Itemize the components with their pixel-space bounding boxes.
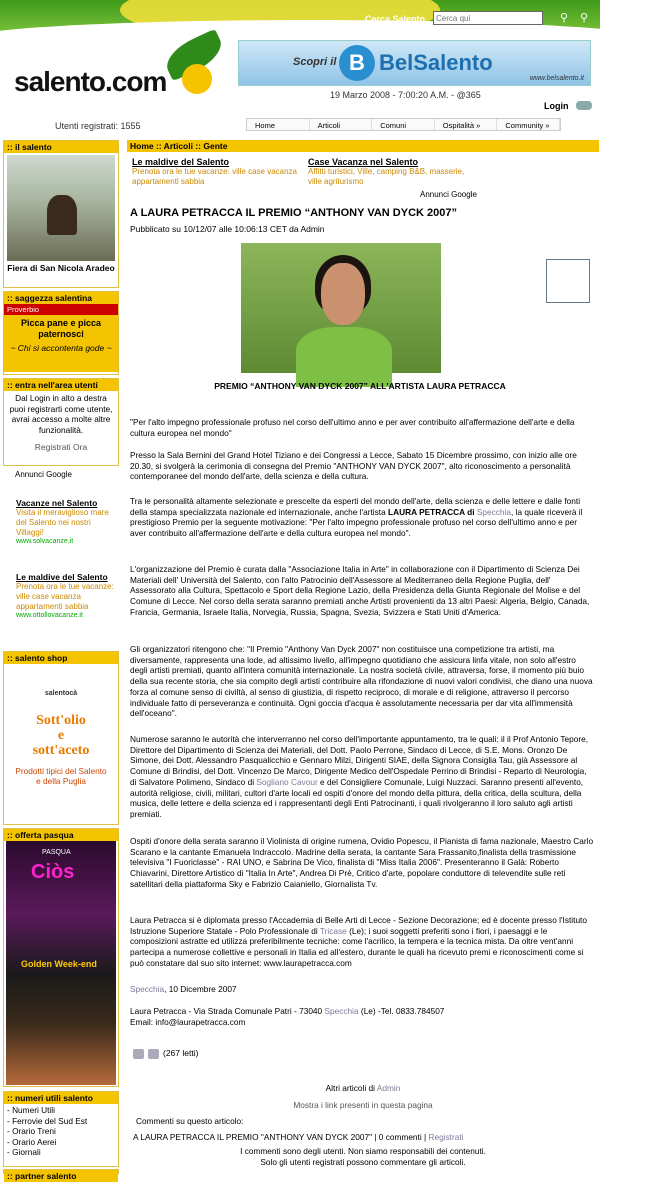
shop-headline-1: Sott'olio: [36, 713, 86, 728]
saggezza-box: [3, 291, 119, 375]
register-link[interactable]: Registrati Ora: [34, 442, 88, 452]
salento-shop-box: [3, 651, 119, 825]
top-ad-1[interactable]: [132, 157, 302, 187]
comments-label: Commenti su questo articolo:: [136, 1116, 244, 1126]
photo-caption: Fiera di San Nicola Aradeo: [7, 263, 115, 273]
article-title: A LAURA PETRACCA IL PREMIO “ANTHONY VAN DYCK 2007”: [130, 207, 457, 219]
ad-title[interactable]: Vacanze nel Salento: [16, 498, 98, 508]
town-link-specchia-3[interactable]: Specchia: [324, 1006, 359, 1016]
ad-title[interactable]: Le maldive del Salento: [16, 572, 108, 582]
top-ad-2[interactable]: [308, 157, 478, 187]
nav-ospitalita[interactable]: Ospitalità »: [435, 119, 498, 130]
banner-brand: BelSalento: [379, 50, 493, 75]
article-stats: [133, 1048, 198, 1059]
others-pre: Altri articoli di: [325, 1083, 377, 1093]
fiera-photo[interactable]: [7, 155, 115, 261]
pasqua-label: PASQUA: [42, 849, 71, 856]
disclaimer-1: I commenti sono degli utenti. Non siamo responsabili dei contenuti.: [240, 1146, 486, 1156]
ad-text: Prenota ora le tue vacanze: ville case vacanza appartamenti sabbia: [132, 167, 297, 186]
town-link-specchia-2[interactable]: Specchia: [130, 984, 165, 994]
send-icon[interactable]: [148, 1049, 159, 1059]
disclaimer-2: Solo gli utenti registrati possono commentare gli articoli.: [260, 1157, 466, 1167]
search-icon[interactable]: ⚲: [559, 12, 569, 24]
paragraph-6: [130, 734, 595, 820]
address-text-b: (Le) -Tel. 0833.784507: [358, 1006, 445, 1016]
main-nav: [246, 118, 561, 131]
sign-date: , 10 Dicembre 2007: [164, 984, 237, 994]
paragraph-4: L'organizzazione del Premio è curata dalla "Associazione Italia in Arte" in collaborazione con il Dipartimento di Scienza Dei Materiali dell' Università del Salento, con l'alto Patrocinio dell'Assessore al Mediterraneo della Regione Puglia, dell' Assessorato alla Cultura, Spettacolo e Sport della Regione Lazio, della Presidenza della Giunta Regionale del Molise e del Comune di Lecce. Nel corso della serata saranno premiati anche Artisti provenienti da 13 altri Paesi: Algeria, Belgio, Canada, Francia, Germania, Israele Italia, Norvegia, Russia, Spagna, Svezia, Svizzera e Stati Uniti d'America.: [130, 564, 590, 617]
p3-text-a: Tra le personalità altamente selezionate e prescelte da esperti del mondo dell'arte, della scienza e delle lettere e dalle fonti della stampa specializzata nazionale ed internazionale, anche l'artista: [130, 496, 581, 517]
proverb-text: Picca pane e picca paternosci: [20, 318, 102, 339]
town-link-specchia[interactable]: Specchia: [476, 506, 511, 517]
paragraph-1: "Per l'alto impegno professionale profuso nel corso dell'ultimo anno e per aver contribuito all'affermazione dell'arte e della cultura europea nel mondo": [130, 417, 575, 438]
offerta-pasqua-box: [3, 828, 119, 1087]
comments-bar: [133, 1132, 593, 1142]
proverb-meaning: ~ Chi si accontenta gode ~: [10, 343, 112, 353]
p6-text-a: Numerose saranno le autorità che interverranno nel corso dell'importante appuntamento, tra le quali: il il Prof Antonio Tepore, Direttore del Dipartimento di Scienza dei Materiali, del Dott. Paolo Perrone, Sindaco di Lecce, di S.E. Mons. Oronzo De Simone, dei Dott. Alessandro Pasqualicchio e Gennaro Milzi, Dirigenti SIAE, della Signora Consiglia Tau, già Assessore al Comune di Brindisi, del Dott. Vincenzo De Marco, Dirigente Medico dell'Ospedale Perrino di Brindisi - Reparto di Neurologia, di Salvatore Polimeno, Sindaco di: [130, 734, 589, 787]
sidebar-ad-2[interactable]: [16, 572, 116, 619]
search-input[interactable]: [433, 11, 543, 25]
current-date: 19 Marzo 2008 - 7:00:20 A.M. - @365: [330, 90, 481, 100]
google-ads-label[interactable]: Annunci Google: [15, 470, 72, 479]
breadcrumb[interactable]: Home :: Articoli :: Gente: [127, 140, 599, 152]
town-link-sogliano[interactable]: Sogliano Cavour: [256, 776, 318, 787]
link-giornali[interactable]: - Giornali: [7, 1147, 41, 1157]
box-title: :: il salento: [4, 141, 118, 153]
ad-title[interactable]: Case Vacanza nel Salento: [308, 157, 419, 167]
link-orario-aerei[interactable]: - Orario Aerei: [7, 1136, 57, 1147]
photo-caption: PREMIO “ANTHONY VAN DYCK 2007” ALL'ARTISTA LAURA PETRACCA: [214, 381, 506, 391]
pasqua-promo: Golden Week-end: [21, 959, 97, 969]
nav-comuni[interactable]: Comuni: [372, 119, 435, 130]
article-meta: Pubblicato su 10/12/07 alle 10:06:13 CET da Admin: [130, 224, 325, 234]
horse-figure: [47, 195, 77, 235]
site-logo[interactable]: salento.com: [14, 66, 167, 97]
p6-text-b: e del Consigliere Comunale, Luigi Nuzzaci. Saranno presenti all'evento, autorità religiose, civili, militari, cultori d'arte locali ed ospiti d'onore del mondo della pittura, della critica, della scultura, della musica, delle lettere e della scienza ed i rappresentanti degli Enti Patrocinanti, i quali rivolgeranno il loro saluto agli artisti premiati.: [130, 776, 584, 819]
article-photo: [241, 243, 441, 373]
numeri-utili-box: [3, 1091, 119, 1167]
box-title: :: numeri utili salento: [4, 1092, 118, 1104]
ad-url[interactable]: www.solvacanze.it: [16, 538, 74, 545]
sun-icon: [182, 64, 212, 94]
link-orario-treni[interactable]: - Orario Treni: [7, 1126, 56, 1136]
sidebar-ad-1[interactable]: [16, 498, 116, 545]
address-text-a: Laura Petracca - Via Strada Comunale Patri - 73040: [130, 1006, 325, 1016]
nav-articoli[interactable]: Articoli: [310, 119, 373, 130]
box-title: :: salento shop: [4, 652, 118, 664]
address: [130, 1006, 595, 1017]
users-info: Dal Login in alto a destra puoi registrarti come utente, avrai accesso a molte altre funzionalità.: [9, 393, 113, 435]
shop-headline-2: e: [57, 728, 65, 743]
il-salento-box: [3, 140, 119, 288]
nav-community[interactable]: Community »: [497, 119, 560, 130]
proverb-label: Proverbio: [4, 304, 118, 315]
key-icon[interactable]: [576, 101, 592, 110]
registered-users: Utenti registrati: 1555: [55, 121, 141, 131]
comment-article-title: A LAURA PETRACCA IL PREMIO "ANTHONY VAN DYCK 2007": [133, 1132, 373, 1142]
box-title: :: partner salento: [4, 1170, 118, 1182]
other-articles: [127, 1083, 599, 1093]
read-count: (267 letti): [163, 1048, 199, 1058]
paragraph-2: Presso la Sala Bernini del Grand Hotel Tiziano e dei Congressi a Lecce, Sabato 15 Dicembre prossimo, con inizio alle ore 20.30, si svolgerà la cerimonia di consegna del Premio "ANTHONY VAN DYCK 2007", alto riconoscimento a personalità contemporanee del mondo dell'arte, della scienza e della cultura.: [130, 450, 577, 482]
ad-text: Affitti turistici, Ville, camping B&B, masserie, ville agriturismo: [308, 167, 465, 186]
area-utenti-box: [3, 378, 119, 466]
shop-text: Prodotti tipici del Salento e della Puglia: [15, 766, 107, 786]
ad-text: Visita il meraviglioso mare del Salento nei nostri Villaggi!: [16, 508, 109, 537]
partner-box: [3, 1169, 119, 1181]
advanced-search-icon[interactable]: ⚲: [579, 12, 589, 24]
author-link[interactable]: Admin: [376, 1083, 401, 1093]
photo-face: [321, 263, 365, 325]
pasqua-brand: Ciòs: [31, 861, 75, 883]
pasqua-banner[interactable]: [6, 841, 116, 1085]
author-avatar[interactable]: [546, 259, 590, 303]
show-links[interactable]: Mostra i link presenti in questa pagina: [293, 1100, 433, 1110]
banner-url: www.belsalento.it: [529, 75, 584, 82]
shop-headline-3: sott'aceto: [32, 743, 90, 758]
print-icon[interactable]: [133, 1049, 144, 1059]
p8-text-b: (Le); i suoi soggetti preferiti sono i fiori, i paesaggi e le composizioni astratte ed utilizza preferibilmente tecniche: come l'acrilico, la tempera e la tecnica mista. Da oltre vent'anni partecipa a numerose collettive e personali in Italia ed all'estero, durante le quali ha ricevuto premi e riconoscimenti come si può constatare dal suo sito internet: www.laurapetracca.com: [130, 925, 584, 968]
banner-pre-text: Scopri il: [293, 56, 337, 68]
box-title: :: entra nell'area utenti: [4, 379, 118, 391]
ad-title[interactable]: Le maldive del Salento: [132, 157, 230, 167]
comment-register-link[interactable]: Registrati: [428, 1132, 464, 1142]
artist-name: LAURA PETRACCA di: [388, 506, 475, 517]
login-link[interactable]: Login: [544, 101, 569, 111]
p8-text-a: Laura Petracca si è diplomata presso l'Accademia di Belle Arti di Lecce - Sezione Decorazione; ed è docente presso l'Istituto Istruzione Superiore Statale - Polo Professionale di: [130, 915, 587, 936]
link-ferrovie[interactable]: - Ferrovie del Sud Est: [7, 1115, 88, 1126]
shop-banner[interactable]: [4, 664, 118, 786]
top-google-label[interactable]: Annunci Google: [420, 190, 477, 199]
shop-brand: salentocà: [44, 690, 78, 697]
site-header: [0, 0, 600, 138]
paragraph-8: [130, 915, 595, 969]
paragraph-3: [130, 496, 595, 539]
box-title: :: saggezza salentina: [4, 292, 118, 304]
photo-body: [296, 327, 392, 387]
paragraph-7: Ospiti d'onore della serata saranno il Violinista di origine rumena, Ovidio Popescu, il Pianista di fama nazionale, Maestro Carlo Scarano e la cantante Emanuela Indraccolo. Madrine della serata, la cantante Sara Frassanito,finalista della trasmissione televisiva "I Fuoriclasse" - RAI UNO, e Sabrina De Vico, finalista di "Miss Italia 2006". Presenteranno il Galà: Roberto Chiavarini, Direttore Artistico di "Italia In Arte", Andrea Di Prè, Critico d'arte, popolare conduttore di televendite sulle reti satellitari della piattaforma Sky e Fabrizio Caianiello, Giornalista Tv.: [130, 836, 594, 889]
signature: [130, 984, 595, 995]
nav-home[interactable]: Home: [247, 119, 310, 130]
belsalento-logo-icon: B: [339, 45, 375, 81]
belsalento-banner[interactable]: [238, 40, 591, 86]
paragraph-5: Gli organizzatori ritengono che: "Il Premio "Anthony Van Dyck 2007" non costituisce una competizione tra artisti, ma diversamente, rappresenta una lode, ad altissimo livello, all'impegno quotidiano che assicura linfa vitale, non solo all'estro degli artisti premiati, quanto all'intera comunità internazionale. La nostra società civile, attraversa, forse, il momento più buio della sua recente storia, che sia compito degli artisti contribuire alla rifondazione di nuovi valori condivisi, che diano una nuova forza al comune senso di civiltà, al senso di giustizia, di rispetto reciproco, di morale e di religione, attraverso il percorso individuale fatto di perseveranza e continuità. Ogni goccia d'acqua è assolutamente necessaria per dar vita all'immensità dell'oceano".: [130, 644, 593, 719]
email: Email: info@laurapetracca.com: [130, 1017, 246, 1027]
ad-url[interactable]: www.ottollovacanze.it: [16, 612, 83, 619]
p3-text-b: , la quale riceverà il prestigioso Premio per la seguente motivazione: "Per l'alto impegno professionale profuso nel corso dell'ultimo anno e per aver contribuito all'affermazione dell'arte e della cultura europea nel mondo".: [130, 506, 583, 539]
town-link-tricase[interactable]: Tricase: [319, 925, 347, 936]
ad-text: Prenota ora le tue vacanze: ville case vacanza appartamenti sabbia: [16, 582, 114, 611]
comment-count[interactable]: | 0 commenti |: [372, 1132, 429, 1142]
box-title: :: offerta pasqua: [4, 829, 118, 841]
link-numeri-utili[interactable]: - Numeri Utili: [7, 1105, 55, 1115]
search-label: Cerca Salento: [365, 14, 426, 24]
